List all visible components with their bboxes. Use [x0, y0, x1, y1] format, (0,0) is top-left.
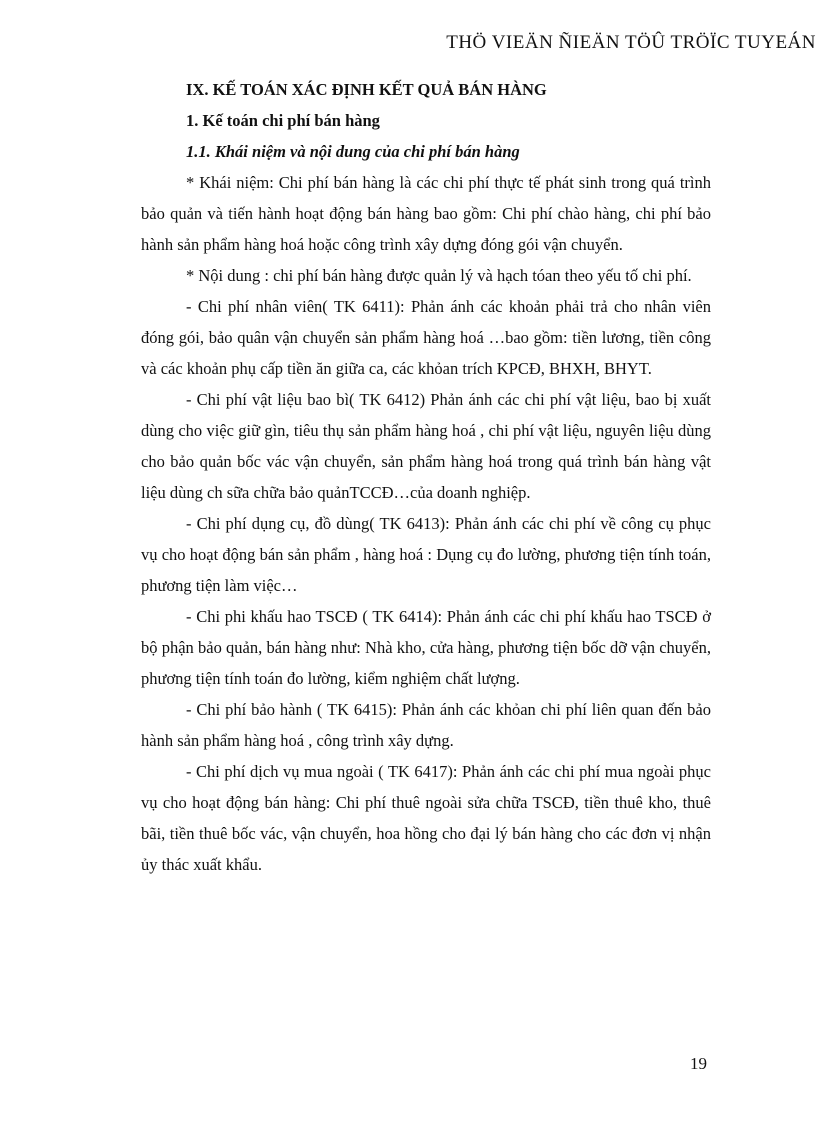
paragraph-definition: * Khái niệm: Chi phí bán hàng là các chi phí thực tế phát sinh trong quá trình bảo quản và tiến hành hoạt động bán hàng bao gồm: Chi phí chào hàng, chi phí bảo hành sản phẩm hàng hoá hoặc công trình xây dựng đóng gói vận chuyển. [141, 173, 711, 254]
paragraph-tk6417: - Chi phí dịch vụ mua ngoài ( TK 6417): Phản ánh các chi phí mua ngoài phục vụ cho hoạt động bán hàng: Chi phí thuê ngoài sửa chữa TSCĐ, tiền thuê kho, thuê bãi, tiền thuê bốc vác, vận chuyển, hoa hồng cho đại lý bán hàng cho các đơn vị nhận ủy thác xuất khẩu. [141, 762, 711, 874]
paragraph-tk6411: - Chi phí nhân viên( TK 6411): Phản ánh các khoản phải trả cho nhân viên đóng gói, bảo quân vận chuyển sản phẩm hàng hoá …bao gồm: tiền lương, tiền công và các khoản phụ cấp tiền ăn giữa ca, các khỏan trích KPCĐ, BHXH, BHYT. [141, 297, 711, 378]
page-number: 19 [690, 1054, 707, 1073]
subsection-heading: 1. Kế toán chi phí bán hàng [186, 111, 380, 130]
subsubsection-heading: 1.1. Khái niệm và nội dung của chi phí bán hàng [186, 142, 520, 161]
paragraph-tk6414: - Chi phi khấu hao TSCĐ ( TK 6414): Phản ánh các chi phí khấu hao TSCĐ ở bộ phận bảo quản, bán hàng như: Nhà kho, cửa hàng, phương tiện bốc dỡ vận chuyển, phương tiện tính toán đo lường, kiểm nghiệm chất lượng. [141, 607, 711, 688]
paragraph-tk6415: - Chi phí bảo hành ( TK 6415): Phản ánh các khỏan chi phí liên quan đến bảo hành sản phẩm hàng hoá , công trình xây dựng. [141, 700, 711, 750]
paragraph-tk6412: - Chi phí vật liệu bao bì( TK 6412) Phản ánh các chi phí vật liệu, bao bị xuất dùng cho việc giữ gìn, tiêu thụ sản phẩm hàng hoá , chi phí vật liệu, nguyên liệu dùng cho bảo quản bốc vác vận chuyển, sản phẩm hàng hoá trong quá trình bán hàng vật liệu dùng ch sữa chữa bảo quảnTCCĐ…của doanh nghiệp. [141, 390, 711, 502]
running-header: THÖ VIEÄN ÑIEÄN TÖÛ TRÖÏC TUYEÁN [446, 32, 816, 53]
document-body [141, 74, 711, 880]
paragraph-content: * Nội dung : chi phí bán hàng được quản lý và hạch tóan theo yếu tố chi phí. [186, 266, 692, 285]
section-heading: IX. KẾ TOÁN XÁC ĐỊNH KẾT QUẢ BÁN HÀNG [186, 80, 547, 99]
paragraph-tk6413: - Chi phí dụng cụ, đồ dùng( TK 6413): Phản ánh các chi phí về công cụ phục vụ cho hoạt động bán sản phẩm , hàng hoá : Dụng cụ đo lường, phương tiện tính toán, phương tiện làm việc… [141, 514, 711, 595]
